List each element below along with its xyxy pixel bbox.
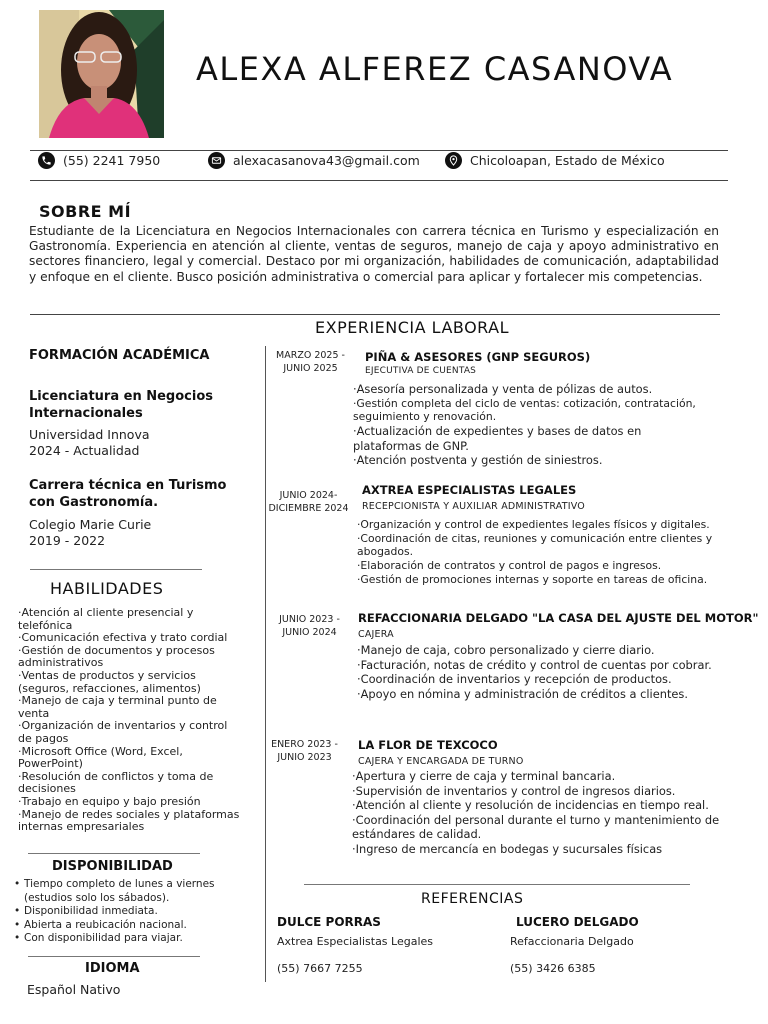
degree-school: Universidad Innova (29, 427, 150, 442)
location-text: Chicoloapan, Estado de México (470, 153, 665, 168)
reference-item (510, 915, 639, 975)
candidate-name: ALEXA ALFEREZ CASANOVA (196, 50, 674, 88)
job-company: PIÑA & ASESORES (GNP SEGUROS) (365, 350, 591, 364)
phone-icon (38, 152, 55, 169)
list-item: ·Actualización de expedientes y bases de datos en plataformas de GNP. (353, 424, 642, 453)
list-item: ·Gestión de documentos y procesos administrativos (18, 643, 215, 670)
list-item: • Abierta a reubicación nacional. (14, 919, 244, 933)
list-item: ·Atención postventa y gestión de siniestros. (353, 453, 603, 468)
list-item: ·Manejo de caja, cobro personalizado y cierre diario. (357, 643, 655, 657)
job-date: JUNIO 2023 - JUNIO 2024 (279, 614, 340, 638)
job-bullets (352, 769, 737, 857)
reference-item (277, 915, 433, 975)
list-item: ·Facturación, notas de crédito y control de cuentas por cobrar. (357, 657, 712, 672)
list-item: ·Microsoft Office (Word, Excel, PowerPoint) (18, 744, 183, 771)
availability-heading: DISPONIBILIDAD (52, 859, 173, 874)
list-item: ·Comunicación efectiva y trato cordial (18, 631, 228, 645)
contact-email (208, 152, 420, 169)
degree-title: Licenciatura en Negocios Internacionales (29, 389, 213, 421)
job-bullets (353, 382, 713, 468)
list-item: ·Organización y control de expedientes legales físicos y digitales. (357, 518, 710, 531)
education-heading: FORMACIÓN ACADÉMICA (29, 348, 210, 363)
job-role: RECEPCIONISTA Y AUXILIAR ADMINISTRATIVO (362, 501, 585, 512)
job-date: MARZO 2025 - JUNIO 2025 (276, 350, 345, 374)
list-item: ·Coordinación de inventarios y recepción de productos. (357, 672, 672, 687)
list-item: • Tiempo completo de lunes a viernes (estudios solo los sábados). (14, 878, 244, 905)
list-item: ·Supervisión de inventarios y control de ingresos diarios. (352, 783, 676, 798)
email-icon (208, 152, 225, 169)
references-divider (304, 884, 690, 885)
job-company: REFACCIONARIA DELGADO "LA CASA DEL AJUSTE DEL MOTOR" (358, 611, 759, 625)
list-item: • Disponibilidad inmediata. (14, 905, 244, 919)
job-date: JUNIO 2024- DICIEMBRE 2024 (268, 490, 349, 514)
experience-heading: EXPERIENCIA LABORAL (315, 318, 510, 337)
list-item: ·Gestión de promociones internas y soporte en tareas de oficina. (357, 572, 708, 586)
list-item: ·Atención al cliente presencial y telefónica (18, 606, 194, 632)
list-item: ·Apertura y cierre de caja y terminal bancaria. (352, 769, 616, 783)
job-header (358, 611, 758, 640)
list-item: ·Manejo de redes sociales y plataformas internas empresariales (18, 807, 240, 834)
reference-company: Axtrea Especialistas Legales (277, 935, 434, 948)
list-item: ·Atención al cliente y resolución de incidencias en tiempo real. (352, 798, 709, 813)
list-item: ·Apoyo en nómina y administración de créditos a clientes. (357, 686, 688, 701)
reference-phone[interactable]: (55) 7667 7255 (277, 962, 363, 975)
email-text[interactable]: alexacasanova43@gmail.com (233, 153, 420, 168)
left-divider (30, 569, 202, 570)
left-divider (28, 956, 200, 957)
degree-years: 2024 - Actualidad (29, 443, 140, 458)
section-divider (30, 314, 720, 315)
contact-location (445, 152, 665, 169)
reference-name: DULCE PORRAS (277, 915, 381, 929)
contact-top-divider (30, 150, 728, 151)
reference-company: Refaccionaria Delgado (510, 935, 634, 948)
list-item: ·Ventas de productos y servicios (seguros, refacciones, alimentos) (18, 668, 201, 695)
reference-name: LUCERO DELGADO (516, 915, 639, 929)
list-item: ·Gestión completa del ciclo de ventas: cotización, contratación, seguimiento y renovación. (353, 396, 696, 424)
education-item (29, 388, 244, 459)
job-header (365, 350, 590, 376)
about-heading: SOBRE MÍ (39, 202, 132, 221)
list-item: ·Resolución de conflictos y toma de decisiones (18, 769, 214, 796)
list-item: ·Elaboración de contratos y control de pagos e ingresos. (357, 559, 662, 573)
list-item: ·Organización de inventarios y control de pagos (18, 719, 228, 745)
language-value: Español Nativo (27, 982, 121, 997)
job-company: AXTREA ESPECIALISTAS LEGALES (362, 483, 577, 497)
job-header (358, 738, 524, 767)
phone-text[interactable]: (55) 2241 7950 (63, 153, 161, 168)
list-item: ·Asesoría personalizada y venta de pólizas de autos. (353, 382, 653, 396)
skills-heading: HABILIDADES (50, 579, 164, 598)
language-heading: IDIOMA (85, 961, 140, 976)
job-bullets (357, 518, 729, 587)
contact-phone (38, 152, 160, 169)
availability-list (14, 878, 244, 946)
job-role: CAJERA Y ENCARGADA DE TURNO (358, 756, 524, 767)
profile-photo-illustration (39, 10, 164, 138)
list-item: ·Ingreso de mercancía en bodegas y sucursales físicas (352, 841, 663, 856)
job-header (362, 483, 585, 512)
list-item: ·Manejo de caja y terminal punto de venta (18, 694, 217, 720)
degree-school: Colegio Marie Curie (29, 517, 152, 532)
skills-list (18, 607, 243, 834)
profile-photo (39, 10, 164, 138)
job-role: EJECUTIVA DE CUENTAS (365, 366, 477, 376)
degree-years: 2019 - 2022 (29, 533, 106, 548)
job-date: ENERO 2023 - JUNIO 2023 (271, 739, 338, 763)
about-text: Estudiante de la Licenciatura en Negocios Internacionales con carrera técnica en Turismo y especialización en Gastronomía. Experiencia en atención al cliente, ventas de seguros, manejo de caja y apoyo administrativo en sectores financiero, legal y comercial. Destaco por mi organización, habilidades de comunicación, adaptabilidad y enfoque en el cliente. Busco posición administrativa o comercial para aplicar y fortalecer mis competencias. (29, 224, 719, 284)
list-item: ·Coordinación de citas, reuniones y comunicación entre clientes y abogados. (357, 531, 713, 559)
reference-phone[interactable]: (55) 3426 6385 (510, 962, 596, 975)
job-company: LA FLOR DE TEXCOCO (358, 738, 498, 752)
education-item (29, 477, 244, 549)
list-item: ·Coordinación del personal durante el turno y mantenimiento de estándares de calidad. (352, 812, 720, 842)
job-bullets (357, 643, 717, 701)
left-divider (28, 853, 200, 854)
column-divider (265, 346, 266, 982)
location-pin-icon (445, 152, 462, 169)
list-item: ·Trabajo en equipo y bajo presión (18, 794, 201, 808)
degree-title: Carrera técnica en Turismo con Gastronomía. (29, 478, 227, 510)
contact-bottom-divider (30, 180, 728, 181)
job-role: CAJERA (358, 629, 394, 640)
references-heading: REFERENCIAS (421, 891, 524, 907)
list-item: • Con disponibilidad para viajar. (14, 932, 244, 946)
